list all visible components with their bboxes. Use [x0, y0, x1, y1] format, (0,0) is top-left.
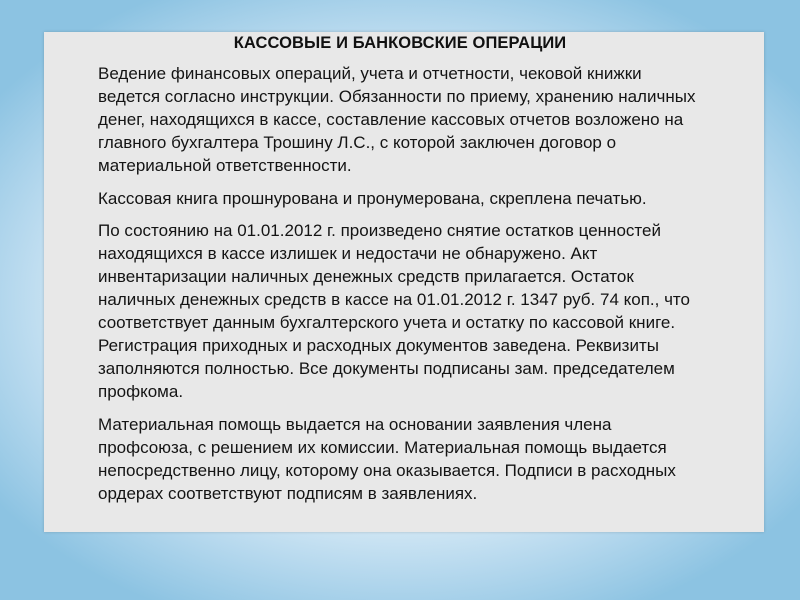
- text-line: непосредственно лицу, которому она оказывается. Подписи в расходных: [98, 460, 676, 480]
- text-line: профсоюза, с решением их комиссии. Материальная помощь выдается: [98, 437, 667, 457]
- text-line: денег, находящихся в кассе, составление кассовых отчетов возложено на: [98, 110, 684, 129]
- document-body: [70, 62, 738, 514]
- text-line: ведется согласно инструкции. Обязанности по приему, хранению наличных: [98, 87, 696, 106]
- text-line: профкома.: [98, 382, 184, 401]
- text-line: Ведение финансовых операций, учета и отчетности, чековой книжки: [98, 64, 642, 83]
- text-line: заполняются полностью. Все документы подписаны зам. председателем: [98, 359, 675, 378]
- paragraph-inventory: [70, 219, 738, 403]
- text-line: главного бухгалтера Трошину Л.С., с которой заключен договор о: [98, 133, 617, 152]
- text-line: инвентаризации наличных денежных средств прилагается. Остаток: [98, 267, 634, 286]
- paragraph-cash-duties: [70, 62, 738, 177]
- text-line: наличных денежных средств в кассе на 01.01.2012 г. 1347 руб. 74 коп., что: [98, 290, 690, 309]
- page-title: КАССОВЫЕ И БАНКОВСКИЕ ОПЕРАЦИИ: [233, 34, 567, 52]
- text-line: Материальная помощь выдается на основании заявления члена: [98, 414, 612, 434]
- text-line: По состоянию на 01.01.2012 г. произведено снятие остатков ценностей: [98, 221, 661, 240]
- text-line: ордерах соответствуют подписям в заявлениях.: [98, 483, 478, 503]
- paragraph-material-aid: [70, 413, 738, 505]
- text-line: находящихся в кассе излишек и недостачи не обнаружено. Акт: [98, 244, 598, 263]
- paragraph-cash-book: [70, 187, 738, 210]
- text-line: материальной ответственности.: [98, 156, 352, 175]
- text-line: соответствует данным бухгалтерского учета и остатку по кассовой книге.: [98, 313, 676, 332]
- text-line: Регистрация приходных и расходных документов заведена. Реквизиты: [98, 336, 659, 355]
- text-line: Кассовая книга прошнурована и пронумерована, скреплена печатью.: [98, 188, 647, 208]
